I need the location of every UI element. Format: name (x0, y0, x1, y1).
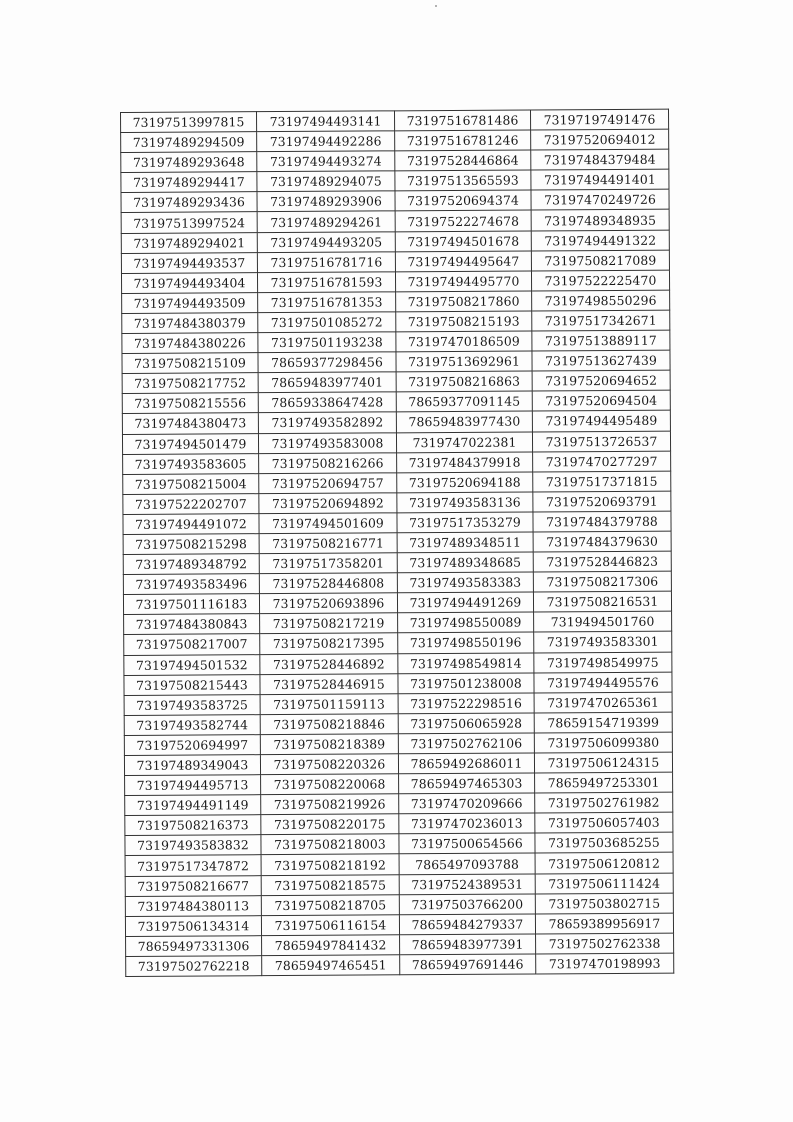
table-row (124, 732, 672, 755)
table-cell: 73197506124315 (534, 752, 672, 773)
table-cell: 73197508217752 (122, 373, 258, 394)
table-cell: 73197493583832 (125, 835, 261, 856)
table-cell: 78659483977401 (258, 372, 396, 393)
table-cell: 73197508218575 (261, 874, 399, 895)
table-cell: 73197494501532 (124, 654, 260, 675)
table-cell: 73197470249726 (531, 190, 669, 211)
table-cell: 73197508216266 (259, 452, 397, 473)
table-cell: 7319747022381 (396, 431, 532, 452)
table-cell: 73197494501678 (395, 231, 531, 252)
table-cell: 73197524389531 (399, 874, 535, 895)
table-row (121, 129, 669, 152)
table-row (122, 411, 670, 434)
table-cell: 73197494493509 (122, 293, 258, 314)
table-row (122, 290, 670, 313)
table-cell: 73197520694892 (259, 493, 397, 514)
table-row (126, 953, 674, 976)
table-cell: 73197513726537 (532, 431, 670, 452)
table-cell: 73197508215556 (122, 393, 258, 414)
table-cell: 7865497093788 (399, 853, 535, 874)
table-cell: 78659483977391 (400, 934, 536, 955)
table-cell: 73197470198993 (536, 953, 674, 974)
table-cell: 73197493583383 (397, 572, 533, 593)
table-cell: 73197516781593 (257, 272, 395, 293)
tracking-number-table-wrapper (120, 112, 668, 977)
table-cell: 73197493582744 (124, 714, 260, 735)
table-cell: 73197513565593 (395, 170, 531, 191)
table-row (122, 350, 670, 373)
table-cell: 73197197491476 (530, 109, 668, 130)
table-cell: 73197493583605 (123, 453, 259, 474)
table-cell: 73197522202707 (123, 493, 259, 514)
table-cell: 73197508218846 (260, 714, 398, 735)
table-cell: 73197506111424 (535, 873, 673, 894)
table-row (121, 109, 669, 132)
table-cell: 73197508218389 (260, 734, 398, 755)
table-cell: 7319494501760 (534, 611, 672, 632)
table-cell: 73197494491322 (531, 230, 669, 251)
table-cell: 73197494495770 (395, 271, 531, 292)
table-cell: 73197501159113 (260, 694, 398, 715)
table-row (125, 792, 673, 815)
table-row (125, 772, 673, 795)
table-cell: 73197484379484 (531, 149, 669, 170)
table-cell: 73197508217007 (124, 634, 260, 655)
table-row (123, 571, 671, 594)
table-cell: 73197506134314 (125, 915, 261, 936)
table-cell: 73197484380226 (122, 333, 258, 354)
table-cell: 73197489293648 (121, 152, 257, 173)
table-cell: 78659484279337 (399, 914, 535, 935)
table-cell: 78659497253301 (535, 772, 673, 793)
table-cell: 73197508217089 (531, 250, 669, 271)
table-cell: 73197517358201 (259, 553, 397, 574)
table-cell: 73197494493404 (121, 272, 257, 293)
table-cell: 73197508217219 (260, 613, 398, 634)
table-cell: 73197498550296 (532, 290, 670, 311)
table-cell: 73197508218192 (261, 854, 399, 875)
table-row (122, 370, 670, 393)
table-row (125, 873, 673, 896)
table-cell: 73197520694188 (397, 472, 533, 493)
table-cell: 73197484379630 (533, 531, 671, 552)
table-cell: 73197494492286 (257, 131, 395, 152)
table-cell: 73197506065928 (398, 713, 534, 734)
table-cell: 73197493583136 (397, 492, 533, 513)
table-cell: 73197502761982 (535, 792, 673, 813)
table-cell: 73197508218003 (261, 834, 399, 855)
table-cell: 73197489294261 (257, 211, 395, 232)
table-cell: 73197494495576 (534, 672, 672, 693)
table-cell: 78659497841432 (262, 935, 400, 956)
table-cell: 73197493582892 (258, 412, 396, 433)
table-cell: 73197489293436 (121, 192, 257, 213)
table-row (121, 230, 669, 253)
table-cell: 73197489294021 (121, 232, 257, 253)
table-cell: 73197489294509 (121, 132, 257, 153)
table-cell: 73197508217306 (533, 571, 671, 592)
table-row (122, 431, 670, 454)
table-row (123, 451, 671, 474)
table-row (121, 149, 669, 172)
table-cell: 73197493583496 (123, 574, 259, 595)
table-cell: 73197508220175 (261, 814, 399, 835)
table-cell: 73197489348935 (531, 210, 669, 231)
table-row (121, 250, 669, 273)
table-cell: 78659497331306 (126, 935, 262, 956)
table-cell: 73197494493141 (257, 111, 395, 132)
table-cell: 73197498550089 (398, 612, 534, 633)
table-cell: 73197484379918 (397, 452, 533, 473)
table-cell: 73197528446808 (259, 573, 397, 594)
table-cell: 73197513692961 (396, 351, 532, 372)
table-cell: 73197494491269 (397, 592, 533, 613)
table-cell: 73197520694997 (124, 735, 260, 756)
table-cell: 73197520694012 (531, 129, 669, 150)
table-cell: 73197503766200 (399, 894, 535, 915)
table-cell: 73197528446864 (395, 150, 531, 171)
table-row (123, 591, 671, 614)
table-cell: 73197528446915 (260, 673, 398, 694)
table-cell: 73197508218705 (261, 894, 399, 915)
table-cell: 73197494493274 (257, 151, 395, 172)
table-cell: 73197508216863 (396, 371, 532, 392)
table-cell: 78659483977430 (396, 411, 532, 432)
table-cell: 73197498550196 (398, 632, 534, 653)
table-cell: 73197528446892 (260, 653, 398, 674)
table-cell: 73197516781246 (395, 130, 531, 151)
table-cell: 73197498549975 (534, 652, 672, 673)
table-cell: 73197508215298 (123, 534, 259, 555)
table-cell: 73197494495489 (532, 411, 670, 432)
table-cell: 73197501085272 (258, 312, 396, 333)
table-cell: 73197513997524 (121, 212, 257, 233)
table-row (124, 611, 672, 634)
table-cell: 78659497465451 (262, 955, 400, 976)
table-cell: 73197484379788 (533, 511, 671, 532)
table-cell: 73197494501609 (259, 513, 397, 534)
table-cell: 73197470209666 (399, 793, 535, 814)
table-cell: 73197502762218 (126, 956, 262, 977)
table-row (124, 692, 672, 715)
table-cell: 73197489294417 (121, 172, 257, 193)
table-cell: 73197520694652 (532, 370, 670, 391)
table-cell: 73197513889117 (532, 330, 670, 351)
table-cell: 73197522225470 (531, 270, 669, 291)
table-cell: 73197520694374 (395, 190, 531, 211)
table-cell: 73197494493537 (121, 252, 257, 273)
table-cell: 73197508215443 (124, 674, 260, 695)
table-row (125, 833, 673, 856)
table-row (125, 913, 673, 936)
table-cell: 73197528446823 (533, 551, 671, 572)
table-cell: 73197516781486 (394, 110, 530, 131)
table-cell: 73197484380113 (125, 895, 261, 916)
table-cell: 78659154719399 (534, 712, 672, 733)
table-cell: 73197513627439 (532, 350, 670, 371)
table-cell: 73197508220326 (260, 754, 398, 775)
table-cell: 78659338647428 (258, 392, 396, 413)
table-row (121, 270, 669, 293)
table-cell: 73197522298516 (398, 693, 534, 714)
table-row (125, 893, 673, 916)
table-cell: 73197520694757 (259, 473, 397, 494)
table-cell: 73197493583008 (258, 432, 396, 453)
table-cell: 73197516781353 (258, 292, 396, 313)
table-cell: 73197508220068 (261, 774, 399, 795)
table-cell: 73197493583301 (534, 632, 672, 653)
table-cell: 73197489294075 (257, 171, 395, 192)
table-cell: 73197494491072 (123, 514, 259, 535)
table-cell: 73197501116183 (123, 594, 259, 615)
table-cell: 73197498549814 (398, 653, 534, 674)
table-cell: 73197506057403 (535, 812, 673, 833)
table-cell: 73197508217860 (396, 291, 532, 312)
table-cell: 73197470265361 (534, 692, 672, 713)
table-cell: 73197489348792 (123, 554, 259, 575)
table-cell: 73197494493205 (257, 231, 395, 252)
table-cell: 78659377091145 (396, 391, 532, 412)
table-cell: 73197508215004 (123, 473, 259, 494)
table-row (123, 471, 671, 494)
table-cell: 73197508216531 (533, 591, 671, 612)
table-cell: 73197506099380 (534, 732, 672, 753)
table-cell: 73197517342671 (532, 310, 670, 331)
table-cell: 73197494491401 (531, 169, 669, 190)
table-row (125, 853, 673, 876)
table-cell: 73197506116154 (261, 915, 399, 936)
tracking-number-table (120, 109, 674, 977)
table-row (123, 511, 671, 534)
table-row (123, 531, 671, 554)
table-cell: 73197500654566 (399, 833, 535, 854)
table-cell: 73197516781716 (257, 251, 395, 272)
table-cell: 73197494495647 (395, 251, 531, 272)
table-cell: 73197493583725 (124, 694, 260, 715)
table-row (123, 551, 671, 574)
table-cell: 73197508216677 (125, 875, 261, 896)
table-row (121, 169, 669, 192)
table-row (123, 491, 671, 514)
table-cell: 73197520693896 (259, 593, 397, 614)
table-cell: 73197470236013 (399, 813, 535, 834)
table-cell: 73197506120812 (535, 853, 673, 874)
table-row (124, 652, 672, 675)
table-cell: 73197520693791 (533, 491, 671, 512)
table-row (122, 330, 670, 353)
table-body (121, 109, 674, 976)
table-row (122, 310, 670, 333)
table-cell: 73197494491149 (125, 795, 261, 816)
table-cell: 73197508217395 (260, 633, 398, 654)
table-row (122, 390, 670, 413)
table-cell: 73197484380843 (124, 614, 260, 635)
table-row (124, 712, 672, 735)
table-cell: 73197489293906 (257, 191, 395, 212)
table-cell: 73197508216771 (259, 533, 397, 554)
table-cell: 73197494501479 (122, 433, 258, 454)
table-cell: 78659377298456 (258, 352, 396, 373)
table-cell: 73197484380473 (122, 413, 258, 434)
table-cell: 73197489348685 (397, 552, 533, 573)
table-cell: 73197501193238 (258, 332, 396, 353)
table-cell: 73197508219926 (261, 794, 399, 815)
table-row (124, 672, 672, 695)
table-cell: 73197503802715 (535, 893, 673, 914)
table-cell: 73197522274678 (395, 210, 531, 231)
table-cell: 73197517371815 (533, 471, 671, 492)
table-cell: 73197517347872 (125, 855, 261, 876)
table-row (126, 933, 674, 956)
table-row (124, 752, 672, 775)
table-cell: 73197501238008 (398, 673, 534, 694)
table-cell: 73197470186509 (396, 331, 532, 352)
table-cell: 73197494495713 (125, 775, 261, 796)
table-cell: 73197508215109 (122, 353, 258, 374)
table-row (121, 210, 669, 233)
table-cell: 73197503685255 (535, 833, 673, 854)
table-cell: 73197502762106 (398, 733, 534, 754)
table-cell: 73197489349043 (124, 755, 260, 776)
table-cell: 78659492686011 (398, 753, 534, 774)
table-cell: 73197520694504 (532, 390, 670, 411)
table-cell: 73197470277297 (533, 451, 671, 472)
scan-speck (435, 5, 437, 7)
table-cell: 73197508216373 (125, 815, 261, 836)
table-cell: 78659497465303 (399, 773, 535, 794)
table-cell: 73197513997815 (121, 112, 257, 133)
table-cell: 78659497691446 (400, 954, 536, 975)
table-row (121, 190, 669, 213)
table-cell: 78659389956917 (535, 913, 673, 934)
table-cell: 73197502762338 (536, 933, 674, 954)
table-cell: 73197508215193 (396, 311, 532, 332)
table-row (125, 812, 673, 835)
table-cell: 73197484380379 (122, 313, 258, 334)
table-row (124, 632, 672, 655)
table-cell: 73197489348511 (397, 532, 533, 553)
table-cell: 73197517353279 (397, 512, 533, 533)
